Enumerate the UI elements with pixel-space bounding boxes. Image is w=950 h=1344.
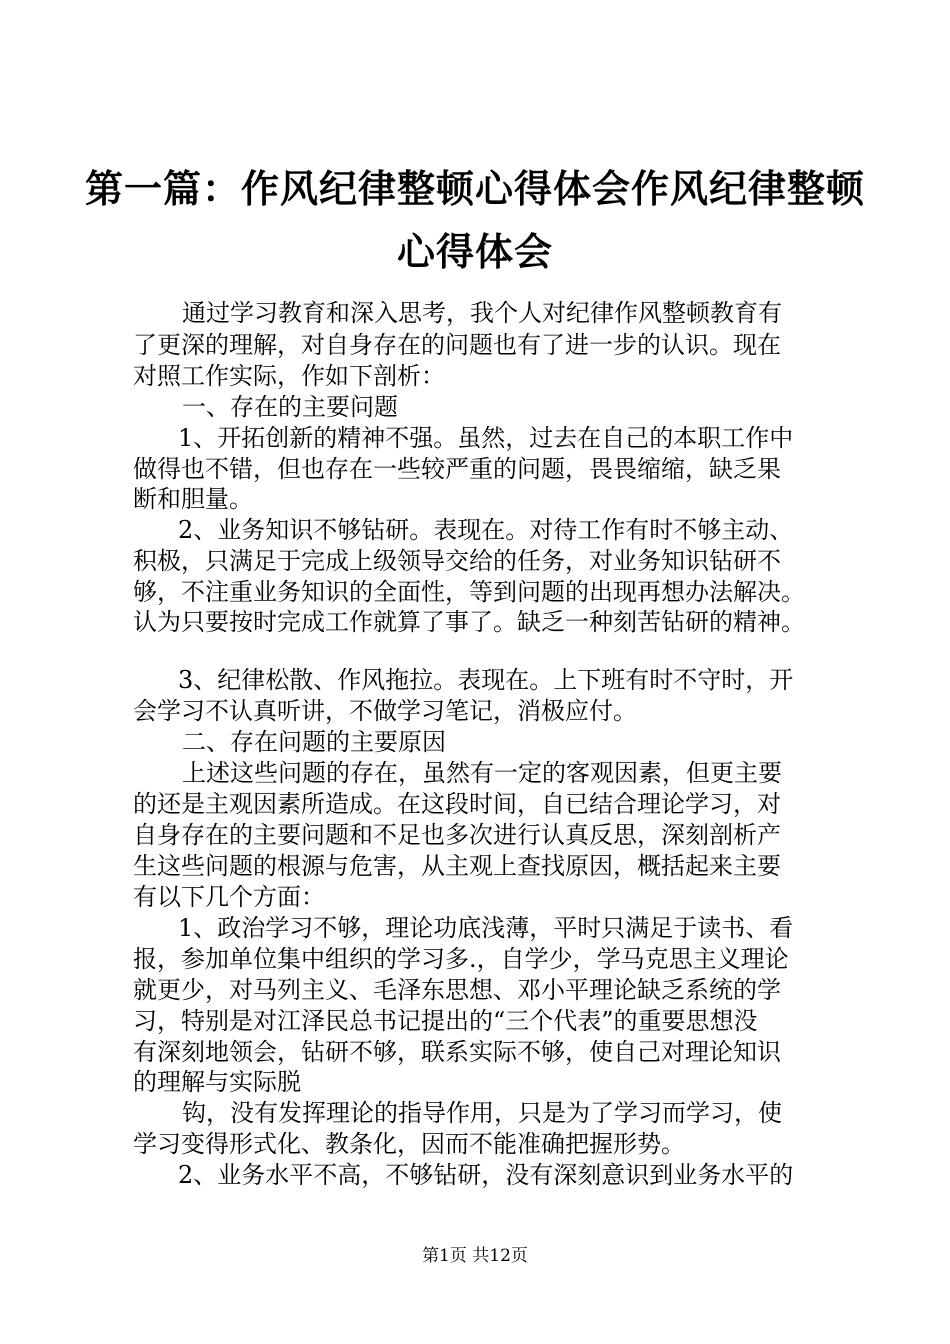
body-line: 报，参加单位集中组织的学习多.，自学少，学马克思主义理论 (133, 945, 789, 973)
body-line: 生这些问题的根源与危害，从主观上查找原因，概括起来主要 (133, 852, 781, 880)
body-line: 了更深的理解，对自身存在的问题也有了进一步的认识。现在 (133, 331, 781, 359)
body-line: 钩，没有发挥理论的指导作用，只是为了学习而学习，使 (182, 1099, 782, 1127)
body-line: 学习变得形式化、教条化，因而不能准确把握形势。 (133, 1130, 685, 1158)
body-line: 1、政治学习不够，理论功底浅薄，平时只满足于读书、看 (178, 914, 794, 942)
body-line: 有以下几个方面： (133, 883, 325, 911)
body-line: 自身存在的主要问题和不足也多次进行认真反思，深刻剖析产 (133, 821, 781, 849)
body-line: 的理解与实际脱 (133, 1068, 301, 1096)
body-line: 就更少，对马列主义、毛泽东思想、邓小平理论缺乏系统的学 (133, 976, 781, 1004)
body-line: 2、业务水平不高，不够钻研，没有深刻意识到业务水平的 (178, 1161, 794, 1189)
page-title-line-1: 第一篇：作风纪律整顿心得体会作风纪律整顿 (84, 166, 865, 211)
body-line: 做得也不错，但也存在一些较严重的问题，畏畏缩缩，缺乏果 (133, 455, 781, 483)
body-line: 通过学习教育和深入思考，我个人对纪律作风整顿教育有 (182, 299, 782, 327)
body-line: 积极，只满足于完成上级领导交给的任务，对业务知识钻研不 (133, 547, 781, 575)
body-line: 对照工作实际，作如下剖析： (133, 362, 445, 390)
body-line: 会学习不认真听讲，不做学习笔记，消极应付。 (133, 697, 637, 725)
body-line: 2、业务知识不够钻研。表现在。对待工作有时不够主动、 (178, 516, 794, 544)
body-line: 有深刻地领会，钻研不够，联系实际不够，使自己对理论知识 (133, 1038, 781, 1066)
body-line: 够，不注重业务知识的全面性，等到问题的出现再想办法解决。 (133, 578, 805, 606)
section-heading: 二、存在问题的主要原因 (182, 728, 446, 756)
body-line: 断和胆量。 (133, 485, 253, 513)
body-line: 上述这些问题的存在，虽然有一定的客观因素，但更主要 (182, 759, 782, 787)
body-line: 的还是主观因素所造成。在这段时间，自已结合理论学习，对 (133, 790, 781, 818)
page-title-line-2: 心得体会 (396, 229, 553, 274)
body-line: 认为只要按时完成工作就算了事了。缺乏一种刻苦钻研的精神。 (133, 608, 805, 636)
body-line: 3、纪律松散、作风拖拉。表现在。上下班有时不守时，开 (178, 666, 794, 694)
page-number: 第1页 共12页 (422, 1246, 528, 1266)
body-line: 习，特别是对江泽民总书记提出的“三个代表”的重要思想没 (133, 1007, 758, 1035)
body-line: 1、开拓创新的精神不强。虽然，过去在自己的本职工作中 (178, 424, 794, 452)
section-heading: 一、存在的主要问题 (182, 393, 398, 421)
